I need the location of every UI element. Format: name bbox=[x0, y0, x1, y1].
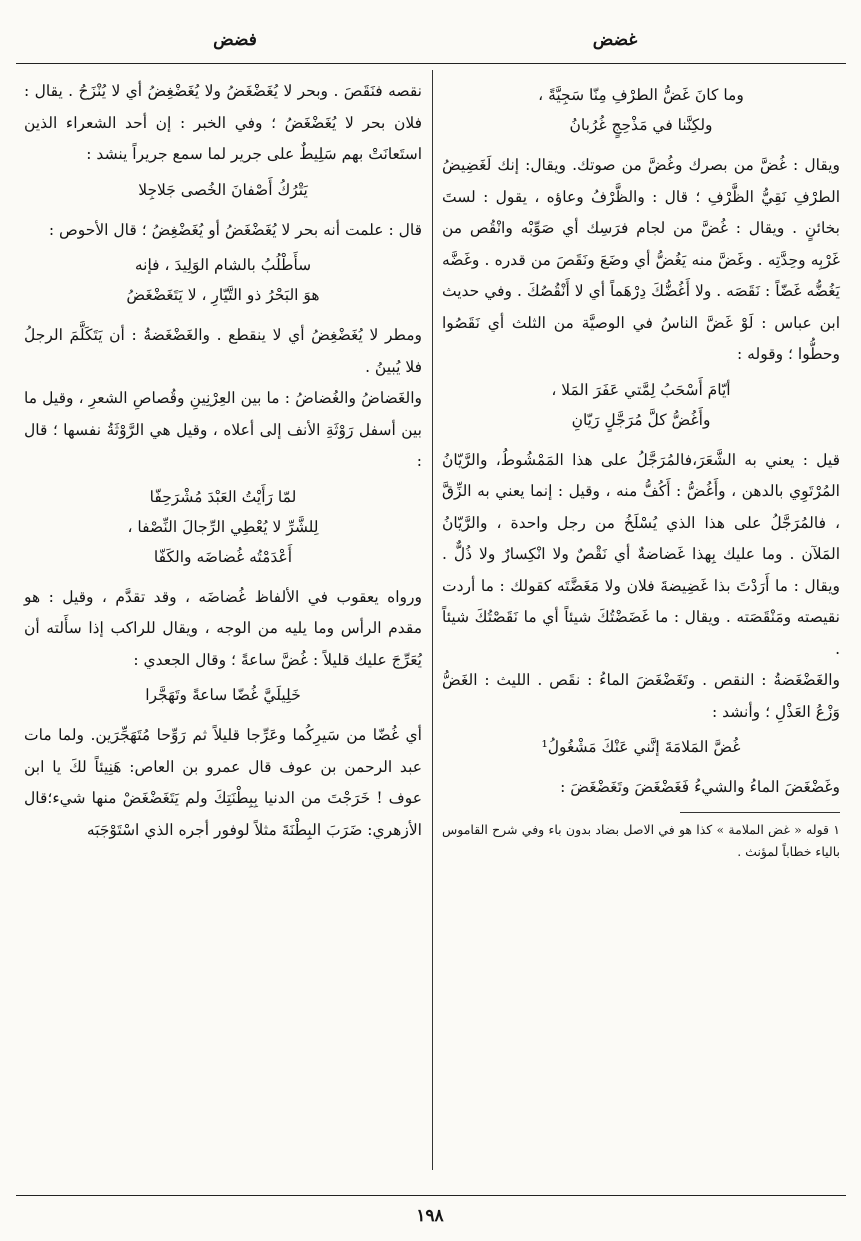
paragraph: ومطر لا يُغَضْغِضُ أي لا ينقطع . والغَضْغَضةُ : أن يَتَكَلَّمَ الرجلُ فلا يُبينُ . bbox=[24, 326, 422, 376]
verse-line: يَتْرُكُ أَصْفانَ الخُصى جَلاجِلا bbox=[138, 180, 308, 199]
verse bbox=[24, 250, 422, 310]
column-divider bbox=[432, 70, 433, 1170]
header-word-left: فضض bbox=[213, 30, 257, 50]
verse bbox=[24, 175, 422, 205]
verse-line: وما كانَ غَضُّ الطرْفِ مِنّا سَجِيَّةً ، bbox=[538, 86, 744, 104]
verse-line: لمّا رَأَيْتُ العَبْدَ مُشْرَحِفّا bbox=[149, 487, 297, 506]
top-rule bbox=[16, 63, 846, 64]
paragraph: ورواه يعقوب في الألفاظ غُضاضَه ، وقد تقدَّم ، وقيل : هو مقدم الرأس وما يليه من الوجه ، ويقال للراكب إذا سأَلته أن يُعَرِّجَ عليك قليلاً : غُضَّ ساعةً ؛ وقال الجعدي : bbox=[24, 587, 422, 669]
page-number: ١٩٨ bbox=[416, 1206, 444, 1226]
verse-line: غُضَّ المَلامَةَ إنَّني عَنْكَ مَشْغُولُ¹ bbox=[541, 738, 741, 756]
verse bbox=[24, 680, 422, 710]
verse-line: أَعْدَمْتُه غُضاضَه والكَفّا bbox=[153, 547, 293, 566]
paragraph: والغَضْغَضةُ : النقص . وتَغَضْغَضَ الماءُ : نقَص . الليث : الغَضُّ وَزْعُ العَذْلِ ؛ وأنشد : bbox=[442, 671, 840, 721]
bottom-rule bbox=[16, 1195, 846, 1196]
verse bbox=[442, 375, 840, 435]
verse bbox=[24, 482, 422, 572]
verse-line: وأَغُضُّ كلَّ مُرَجَّلٍ رَيّانِ bbox=[571, 410, 711, 429]
left-column bbox=[24, 76, 422, 846]
paragraph: والغَضاضُ والغُضاضُ : ما بين العِرْنِينِ وقُصاصِ الشعرِ ، وقيل ما بين أسفل رَوْثَةِ الأنف إلى أعلاه ، وقيل هي الرَّوْثَةُ نفسها ؛ قال : bbox=[24, 389, 422, 470]
right-column bbox=[442, 76, 840, 863]
footnote-rule bbox=[680, 812, 840, 813]
paragraph: أي غُضّا من سَيرِكُما وعَرِّجا قليلاً ثم رَوِّحا مُتَهَجِّرَين. ولما مات عبد الرحمن بن عوف قال عمرو بن العاص: هَنِيئاً لكَ يا ابن عوف ! خَرَجْتَ من الدنيا بِبِطْنَتِكَ ولم يَتَغَضْغَضْ منها شيء؛قال الأزهري: ضَرَبَ البِطْنَةَ مثلاً لوفور أجره الذي اسْتَوْجَبَه bbox=[24, 726, 422, 839]
verse-line: سأَطْلُبُ بالشام الوَلِيدَ ، فإنه bbox=[134, 256, 312, 274]
verse-line: لِلشَّرِّ لا يُعْطِي الرِّجالَ النِّصْفا ، bbox=[127, 517, 319, 536]
verse-line: ولكِنَّنا في مَذْحِجٍ غُرُبانُ bbox=[569, 116, 713, 134]
verse-line: أيّامَ أَسْحَبُ لِمَّتي عَفَرَ المَلا ، bbox=[551, 380, 731, 399]
paragraph: نقصه فنَقَصَ . وبحر لا يُغَضْغَضُ ولا يُغَضْغِضُ أي لا يُنْزَحُ . يقال : فلان بحر لا يُغَضْغَضُ ؛ وفي الخبر : إن أحد الشعراء الذين استَعانَتْ بهم سَلِيطٌ على جرير لما سمع جريراً ينشد : bbox=[24, 82, 422, 163]
verse-line: خَلِيلَيَّ غُضّا ساعةً وتَهَجَّرا bbox=[145, 686, 301, 704]
footnote: ١ قوله « غض الملامة » كذا هو في الاصل بضاد بدون باء وفي شرح القاموس بالياء خطاباً لمؤنث . bbox=[442, 821, 840, 859]
verse bbox=[442, 80, 840, 140]
paragraph: قيل : يعني به الشَّعَرَ،فالمُرَجَّلُ على هذا المَمْشُوطُ، والرَّيّانُ المُرْتَوِي بالدهن ، وأَغُضُّ : أَكُفُّ منه ، وقيل : إنما يعني به الزِّقَّ ، فالمُرَجَّلُ على هذا الذي يُسْلَخُ من رجل واحدة ، والرَّيّانُ المَلآن . وما عليك بِهذا غَضاضةٌ أي نَقْصٌ ولا انْكِسارٌ ولا ذُلٌّ . ويقال : ما أَرَدْتَ بذا غَضِيضةَ فلان ولا مَغَضَّتَه كقولك : ما أردت نقيصته ومَنْقَصَته . ويقال : ما غَضَضْتُكَ شيئاً أي ما نَقَصْتُكَ شيئاً . bbox=[442, 450, 840, 658]
header-word-right: غضض bbox=[592, 30, 638, 50]
paragraph: قال : علمت أنه بحر لا يُغَضْغَضُ أو يُغَضْغِضُ ؛ قال الأحوص : bbox=[48, 220, 422, 239]
verse-line: هوَ البَحْرُ ذو التَّيّارِ ، لا يَتَغَضْغَضُ bbox=[126, 286, 320, 304]
paragraph: وغَضْغَضَ الماءُ والشيءُ فَغَضْغَضَ وتَغَضْغَضَ : bbox=[560, 778, 840, 796]
paragraph: ويقال : غُضَّ من بصرك وغُضَّ من صوتك. ويقال: إنك لَغَضِيضُ الطرْفِ نَقِيُّ الظَّرْفِ ؛ قال : والظَّرْفُ وعاؤه ، يقول : لستَ بخائنٍ . ويقال : غُضَّ من لجام فرَسِك أي صَوِّبْه وانْقُص من غَرْبِه وحِدَّتِه . وغَضَّ منه يَغُضُّ أي وضَعَ ونَقَصَ من قدره . وغَضَّه يَغُضُّه غَضّاً : نَقَصَه . ولا أَغُضُّكَ دِرْهَماً أي لا أَنْقُصُكَ . وفي حديث ابن عباس : لَوْ غَضَّ الناسُ في الوصيَّة من الثلث أي نَقَصُوا وحطُّوا ؛ وقوله : bbox=[442, 156, 840, 363]
verse bbox=[442, 732, 840, 762]
